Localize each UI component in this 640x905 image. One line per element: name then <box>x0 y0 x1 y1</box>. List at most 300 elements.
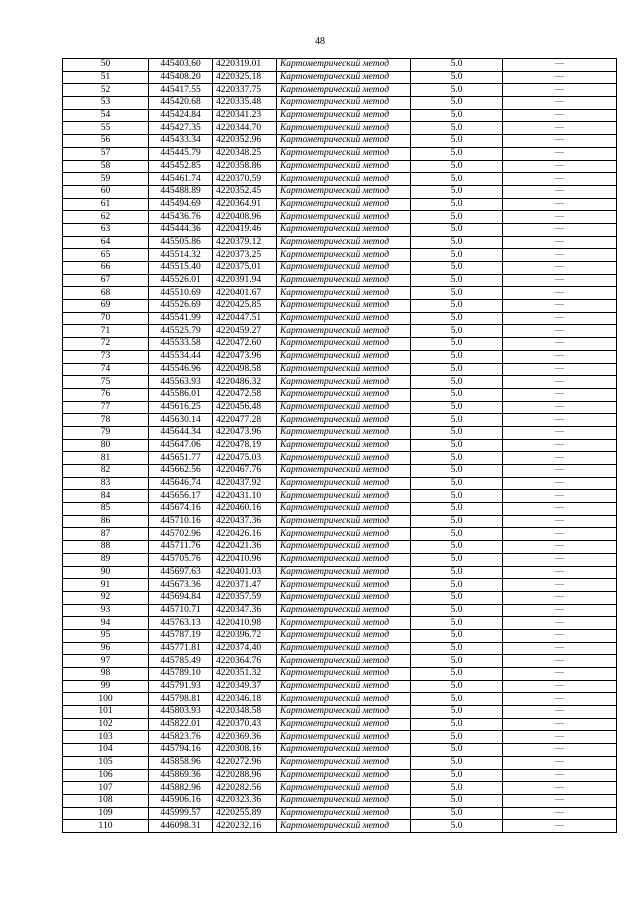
table-row <box>63 350 617 363</box>
table-row <box>63 744 617 757</box>
accuracy-cell: 5.0 <box>411 680 503 693</box>
y-coordinate-cell: 4220460.16 <box>213 503 277 516</box>
x-coordinate-cell: 445823.76 <box>149 731 213 744</box>
description-cell: — <box>503 655 617 668</box>
description-cell: — <box>503 591 617 604</box>
x-coordinate-cell: 445408.20 <box>149 71 213 84</box>
accuracy-cell: 5.0 <box>411 376 503 389</box>
description-cell: — <box>503 693 617 706</box>
point-number-cell: 103 <box>63 731 149 744</box>
accuracy-cell: 5.0 <box>411 655 503 668</box>
description-cell: — <box>503 617 617 630</box>
y-coordinate-cell: 4220391.94 <box>213 274 277 287</box>
y-coordinate-cell: 4220473.96 <box>213 426 277 439</box>
method-cell: Картометрический метод <box>277 629 411 642</box>
table-row <box>63 553 617 566</box>
method-cell: Картометрический метод <box>277 388 411 401</box>
accuracy-cell: 5.0 <box>411 452 503 465</box>
method-cell: Картометрический метод <box>277 490 411 503</box>
method-cell: Картометрический метод <box>277 794 411 807</box>
method-cell: Картометрический метод <box>277 338 411 351</box>
y-coordinate-cell: 4220447.51 <box>213 312 277 325</box>
method-cell: Картометрический метод <box>277 477 411 490</box>
accuracy-cell: 5.0 <box>411 591 503 604</box>
x-coordinate-cell: 445515.40 <box>149 262 213 275</box>
x-coordinate-cell: 445630.14 <box>149 414 213 427</box>
description-cell: — <box>503 59 617 72</box>
description-cell: — <box>503 147 617 160</box>
y-coordinate-cell: 4220352.45 <box>213 185 277 198</box>
description-cell: — <box>503 173 617 186</box>
accuracy-cell: 5.0 <box>411 236 503 249</box>
accuracy-cell: 5.0 <box>411 503 503 516</box>
point-number-cell: 59 <box>63 173 149 186</box>
method-cell: Картометрический метод <box>277 782 411 795</box>
x-coordinate-cell: 445662.56 <box>149 465 213 478</box>
accuracy-cell: 5.0 <box>411 274 503 287</box>
point-number-cell: 75 <box>63 376 149 389</box>
accuracy-cell: 5.0 <box>411 401 503 414</box>
x-coordinate-cell: 445452.85 <box>149 160 213 173</box>
description-cell: — <box>503 211 617 224</box>
method-cell: Картометрический метод <box>277 198 411 211</box>
method-cell: Картометрический метод <box>277 503 411 516</box>
table-row <box>63 503 617 516</box>
y-coordinate-cell: 4220364.76 <box>213 655 277 668</box>
description-cell: — <box>503 579 617 592</box>
x-coordinate-cell: 445702.96 <box>149 528 213 541</box>
description-cell: — <box>503 515 617 528</box>
point-number-cell: 57 <box>63 147 149 160</box>
description-cell: — <box>503 401 617 414</box>
y-coordinate-cell: 4220352.96 <box>213 135 277 148</box>
y-coordinate-cell: 4220337.75 <box>213 84 277 97</box>
x-coordinate-cell: 445710.71 <box>149 604 213 617</box>
x-coordinate-cell: 445785.49 <box>149 655 213 668</box>
x-coordinate-cell: 445436.76 <box>149 211 213 224</box>
x-coordinate-cell: 445505.86 <box>149 236 213 249</box>
description-cell: — <box>503 426 617 439</box>
description-cell: — <box>503 807 617 820</box>
point-number-cell: 64 <box>63 236 149 249</box>
table-row <box>63 376 617 389</box>
table-body <box>63 59 617 833</box>
y-coordinate-cell: 4220379.12 <box>213 236 277 249</box>
method-cell: Картометрический метод <box>277 744 411 757</box>
method-cell: Картометрический метод <box>277 693 411 706</box>
point-number-cell: 104 <box>63 744 149 757</box>
method-cell: Картометрический метод <box>277 312 411 325</box>
table-row <box>63 414 617 427</box>
method-cell: Картометрический метод <box>277 426 411 439</box>
accuracy-cell: 5.0 <box>411 642 503 655</box>
table-row <box>63 794 617 807</box>
point-number-cell: 88 <box>63 541 149 554</box>
point-number-cell: 101 <box>63 706 149 719</box>
table-row <box>63 97 617 110</box>
description-cell: — <box>503 198 617 211</box>
point-number-cell: 99 <box>63 680 149 693</box>
description-cell: — <box>503 312 617 325</box>
y-coordinate-cell: 4220421.36 <box>213 541 277 554</box>
point-number-cell: 72 <box>63 338 149 351</box>
point-number-cell: 69 <box>63 300 149 313</box>
accuracy-cell: 5.0 <box>411 414 503 427</box>
method-cell: Картометрический метод <box>277 680 411 693</box>
method-cell: Картометрический метод <box>277 363 411 376</box>
table-row <box>63 718 617 731</box>
x-coordinate-cell: 445697.63 <box>149 566 213 579</box>
description-cell: — <box>503 71 617 84</box>
point-number-cell: 74 <box>63 363 149 376</box>
method-cell: Картометрический метод <box>277 262 411 275</box>
table-row <box>63 109 617 122</box>
accuracy-cell: 5.0 <box>411 693 503 706</box>
x-coordinate-cell: 445616.25 <box>149 401 213 414</box>
point-number-cell: 63 <box>63 223 149 236</box>
method-cell: Картометрический метод <box>277 579 411 592</box>
table-row <box>63 388 617 401</box>
table-row <box>63 211 617 224</box>
y-coordinate-cell: 4220437.92 <box>213 477 277 490</box>
x-coordinate-cell: 445794.16 <box>149 744 213 757</box>
accuracy-cell: 5.0 <box>411 579 503 592</box>
y-coordinate-cell: 4220357.59 <box>213 591 277 604</box>
x-coordinate-cell: 445444.36 <box>149 223 213 236</box>
y-coordinate-cell: 4220348.25 <box>213 147 277 160</box>
accuracy-cell: 5.0 <box>411 97 503 110</box>
method-cell: Картометрический метод <box>277 122 411 135</box>
y-coordinate-cell: 4220375.01 <box>213 262 277 275</box>
table-row <box>63 629 617 642</box>
point-number-cell: 73 <box>63 350 149 363</box>
y-coordinate-cell: 4220351.32 <box>213 668 277 681</box>
y-coordinate-cell: 4220456.48 <box>213 401 277 414</box>
x-coordinate-cell: 445420.68 <box>149 97 213 110</box>
accuracy-cell: 5.0 <box>411 553 503 566</box>
point-number-cell: 77 <box>63 401 149 414</box>
table-row <box>63 731 617 744</box>
description-cell: — <box>503 718 617 731</box>
table-row <box>63 300 617 313</box>
description-cell: — <box>503 680 617 693</box>
x-coordinate-cell: 445694.84 <box>149 591 213 604</box>
description-cell: — <box>503 541 617 554</box>
x-coordinate-cell: 445646.74 <box>149 477 213 490</box>
point-number-cell: 71 <box>63 325 149 338</box>
point-number-cell: 80 <box>63 439 149 452</box>
accuracy-cell: 5.0 <box>411 566 503 579</box>
description-cell: — <box>503 223 617 236</box>
x-coordinate-cell: 445445.79 <box>149 147 213 160</box>
table-row <box>63 820 617 833</box>
x-coordinate-cell: 445494.69 <box>149 198 213 211</box>
table-row <box>63 566 617 579</box>
x-coordinate-cell: 445433.34 <box>149 135 213 148</box>
accuracy-cell: 5.0 <box>411 668 503 681</box>
y-coordinate-cell: 4220478.19 <box>213 439 277 452</box>
x-coordinate-cell: 445771.81 <box>149 642 213 655</box>
description-cell: — <box>503 744 617 757</box>
point-number-cell: 102 <box>63 718 149 731</box>
method-cell: Картометрический метод <box>277 706 411 719</box>
table-row <box>63 363 617 376</box>
method-cell: Картометрический метод <box>277 160 411 173</box>
accuracy-cell: 5.0 <box>411 629 503 642</box>
method-cell: Картометрический метод <box>277 465 411 478</box>
method-cell: Картометрический метод <box>277 376 411 389</box>
x-coordinate-cell: 445533.58 <box>149 338 213 351</box>
y-coordinate-cell: 4220437.36 <box>213 515 277 528</box>
method-cell: Картометрический метод <box>277 173 411 186</box>
y-coordinate-cell: 4220370.59 <box>213 173 277 186</box>
description-cell: — <box>503 325 617 338</box>
table-row <box>63 490 617 503</box>
point-number-cell: 61 <box>63 198 149 211</box>
method-cell: Картометрический метод <box>277 566 411 579</box>
y-coordinate-cell: 4220325.18 <box>213 71 277 84</box>
accuracy-cell: 5.0 <box>411 287 503 300</box>
description-cell: — <box>503 249 617 262</box>
y-coordinate-cell: 4220475.03 <box>213 452 277 465</box>
description-cell: — <box>503 465 617 478</box>
point-number-cell: 108 <box>63 794 149 807</box>
point-number-cell: 68 <box>63 287 149 300</box>
x-coordinate-cell: 445461.74 <box>149 173 213 186</box>
y-coordinate-cell: 4220486.32 <box>213 376 277 389</box>
y-coordinate-cell: 4220282.56 <box>213 782 277 795</box>
description-cell: — <box>503 503 617 516</box>
table-row <box>63 249 617 262</box>
point-number-cell: 109 <box>63 807 149 820</box>
point-number-cell: 65 <box>63 249 149 262</box>
point-number-cell: 94 <box>63 617 149 630</box>
point-number-cell: 83 <box>63 477 149 490</box>
x-coordinate-cell: 445651.77 <box>149 452 213 465</box>
x-coordinate-cell: 445424.84 <box>149 109 213 122</box>
table-row <box>63 604 617 617</box>
point-number-cell: 70 <box>63 312 149 325</box>
accuracy-cell: 5.0 <box>411 528 503 541</box>
table-row <box>63 655 617 668</box>
x-coordinate-cell: 445869.36 <box>149 769 213 782</box>
description-cell: — <box>503 820 617 833</box>
description-cell: — <box>503 135 617 148</box>
method-cell: Картометрический метод <box>277 642 411 655</box>
table-row <box>63 338 617 351</box>
description-cell: — <box>503 566 617 579</box>
accuracy-cell: 5.0 <box>411 211 503 224</box>
y-coordinate-cell: 4220346.18 <box>213 693 277 706</box>
x-coordinate-cell: 445858.96 <box>149 756 213 769</box>
x-coordinate-cell: 445906.16 <box>149 794 213 807</box>
method-cell: Картометрический метод <box>277 668 411 681</box>
method-cell: Картометрический метод <box>277 59 411 72</box>
accuracy-cell: 5.0 <box>411 706 503 719</box>
y-coordinate-cell: 4220308.16 <box>213 744 277 757</box>
y-coordinate-cell: 4220467.76 <box>213 465 277 478</box>
description-cell: — <box>503 97 617 110</box>
point-number-cell: 52 <box>63 84 149 97</box>
y-coordinate-cell: 4220348.58 <box>213 706 277 719</box>
method-cell: Картометрический метод <box>277 604 411 617</box>
table-row <box>63 122 617 135</box>
accuracy-cell: 5.0 <box>411 185 503 198</box>
y-coordinate-cell: 4220232.16 <box>213 820 277 833</box>
accuracy-cell: 5.0 <box>411 84 503 97</box>
method-cell: Картометрический метод <box>277 249 411 262</box>
method-cell: Картометрический метод <box>277 591 411 604</box>
x-coordinate-cell: 445787.19 <box>149 629 213 642</box>
table-row <box>63 147 617 160</box>
y-coordinate-cell: 4220410.98 <box>213 617 277 630</box>
description-cell: — <box>503 706 617 719</box>
description-cell: — <box>503 769 617 782</box>
x-coordinate-cell: 445674.16 <box>149 503 213 516</box>
method-cell: Картометрический метод <box>277 731 411 744</box>
y-coordinate-cell: 4220498.58 <box>213 363 277 376</box>
point-number-cell: 53 <box>63 97 149 110</box>
description-cell: — <box>503 185 617 198</box>
table-row <box>63 591 617 604</box>
table-row <box>63 782 617 795</box>
point-number-cell: 87 <box>63 528 149 541</box>
table-row <box>63 769 617 782</box>
table-row <box>63 528 617 541</box>
table-row <box>63 426 617 439</box>
table-row <box>63 223 617 236</box>
accuracy-cell: 5.0 <box>411 439 503 452</box>
table-row <box>63 477 617 490</box>
method-cell: Картометрический метод <box>277 109 411 122</box>
table-row <box>63 135 617 148</box>
method-cell: Картометрический метод <box>277 541 411 554</box>
point-number-cell: 62 <box>63 211 149 224</box>
point-number-cell: 96 <box>63 642 149 655</box>
description-cell: — <box>503 287 617 300</box>
table-row <box>63 185 617 198</box>
table-row <box>63 642 617 655</box>
table-row <box>63 236 617 249</box>
y-coordinate-cell: 4220401.67 <box>213 287 277 300</box>
point-number-cell: 54 <box>63 109 149 122</box>
accuracy-cell: 5.0 <box>411 109 503 122</box>
x-coordinate-cell: 445510.69 <box>149 287 213 300</box>
accuracy-cell: 5.0 <box>411 820 503 833</box>
accuracy-cell: 5.0 <box>411 300 503 313</box>
accuracy-cell: 5.0 <box>411 363 503 376</box>
method-cell: Картометрический метод <box>277 300 411 313</box>
point-number-cell: 98 <box>63 668 149 681</box>
accuracy-cell: 5.0 <box>411 325 503 338</box>
table-row <box>63 325 617 338</box>
description-cell: — <box>503 794 617 807</box>
accuracy-cell: 5.0 <box>411 515 503 528</box>
y-coordinate-cell: 4220419.46 <box>213 223 277 236</box>
x-coordinate-cell: 445822.01 <box>149 718 213 731</box>
description-cell: — <box>503 490 617 503</box>
table-row <box>63 668 617 681</box>
point-number-cell: 95 <box>63 629 149 642</box>
description-cell: — <box>503 642 617 655</box>
table-row <box>63 515 617 528</box>
table-row <box>63 439 617 452</box>
table-row <box>63 59 617 72</box>
table-row <box>63 706 617 719</box>
method-cell: Картометрический метод <box>277 401 411 414</box>
x-coordinate-cell: 445644.34 <box>149 426 213 439</box>
x-coordinate-cell: 445673.36 <box>149 579 213 592</box>
accuracy-cell: 5.0 <box>411 604 503 617</box>
accuracy-cell: 5.0 <box>411 477 503 490</box>
y-coordinate-cell: 4220396.72 <box>213 629 277 642</box>
y-coordinate-cell: 4220431.10 <box>213 490 277 503</box>
accuracy-cell: 5.0 <box>411 71 503 84</box>
point-number-cell: 90 <box>63 566 149 579</box>
description-cell: — <box>503 756 617 769</box>
point-number-cell: 93 <box>63 604 149 617</box>
point-number-cell: 81 <box>63 452 149 465</box>
y-coordinate-cell: 4220477.28 <box>213 414 277 427</box>
accuracy-cell: 5.0 <box>411 350 503 363</box>
point-number-cell: 56 <box>63 135 149 148</box>
table-row <box>63 452 617 465</box>
y-coordinate-cell: 4220288.96 <box>213 769 277 782</box>
description-cell: — <box>503 452 617 465</box>
x-coordinate-cell: 445427.35 <box>149 122 213 135</box>
point-number-cell: 84 <box>63 490 149 503</box>
table-row <box>63 401 617 414</box>
description-cell: — <box>503 528 617 541</box>
accuracy-cell: 5.0 <box>411 312 503 325</box>
x-coordinate-cell: 445710.16 <box>149 515 213 528</box>
point-number-cell: 85 <box>63 503 149 516</box>
y-coordinate-cell: 4220323.36 <box>213 794 277 807</box>
method-cell: Картометрический метод <box>277 350 411 363</box>
y-coordinate-cell: 4220425.85 <box>213 300 277 313</box>
point-number-cell: 106 <box>63 769 149 782</box>
table-row <box>63 465 617 478</box>
method-cell: Картометрический метод <box>277 528 411 541</box>
point-number-cell: 97 <box>63 655 149 668</box>
accuracy-cell: 5.0 <box>411 59 503 72</box>
y-coordinate-cell: 4220272.96 <box>213 756 277 769</box>
method-cell: Картометрический метод <box>277 617 411 630</box>
method-cell: Картометрический метод <box>277 439 411 452</box>
point-number-cell: 67 <box>63 274 149 287</box>
y-coordinate-cell: 4220426.16 <box>213 528 277 541</box>
y-coordinate-cell: 4220358.86 <box>213 160 277 173</box>
point-number-cell: 55 <box>63 122 149 135</box>
table-row <box>63 312 617 325</box>
y-coordinate-cell: 4220410.96 <box>213 553 277 566</box>
table-row <box>63 756 617 769</box>
x-coordinate-cell: 445803.93 <box>149 706 213 719</box>
y-coordinate-cell: 4220335.48 <box>213 97 277 110</box>
description-cell: — <box>503 236 617 249</box>
method-cell: Картометрический метод <box>277 807 411 820</box>
accuracy-cell: 5.0 <box>411 794 503 807</box>
y-coordinate-cell: 4220349.37 <box>213 680 277 693</box>
method-cell: Картометрический метод <box>277 515 411 528</box>
method-cell: Картометрический метод <box>277 820 411 833</box>
table-row <box>63 274 617 287</box>
x-coordinate-cell: 446098.31 <box>149 820 213 833</box>
x-coordinate-cell: 445711.76 <box>149 541 213 554</box>
method-cell: Картометрический метод <box>277 718 411 731</box>
description-cell: — <box>503 731 617 744</box>
method-cell: Картометрический метод <box>277 97 411 110</box>
